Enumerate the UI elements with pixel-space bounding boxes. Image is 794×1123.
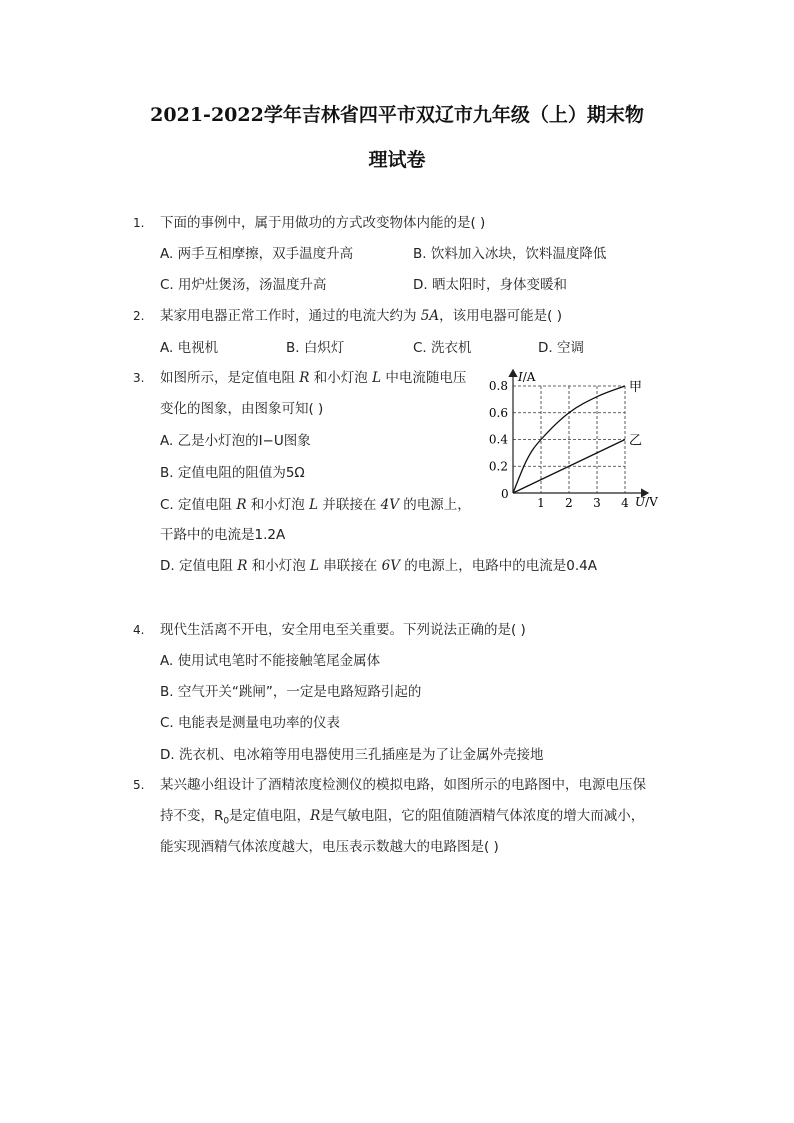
question-stem: 下面的事例中，属于用做功的方式改变物体内能的是( ) [160, 215, 486, 231]
option-text: 并联接在 [318, 497, 381, 513]
option-b: B. 白炽灯 [286, 340, 345, 356]
y-tick-label: 0.4 [488, 432, 508, 447]
symbol-l: L [310, 558, 320, 574]
option-d: D. 洗衣机、电冰箱等用电器使用三孔插座是为了让金属外壳接地 [160, 747, 544, 763]
option-text: D. 定值电阻 [160, 558, 238, 574]
question-stem: 某兴趣小组设计了酒精浓度检测仪的模拟电路，如图所示的电路图中，电源电压保 [160, 777, 646, 793]
option-text: C. 定值电阻 [160, 497, 237, 513]
x-tick-label: 4 [621, 496, 629, 510]
symbol-r: R [299, 370, 310, 386]
option-d: D. 空调 [538, 340, 584, 356]
grid [513, 386, 625, 493]
symbol-r: R [310, 808, 321, 824]
series-label: 甲 [629, 380, 643, 395]
question-number: 5. [133, 778, 145, 792]
question-number: 1. [133, 216, 145, 230]
question-number: 4. [133, 623, 145, 637]
question-number: 3. [133, 371, 145, 385]
stem-text: 中电流随电压 [381, 370, 467, 386]
option-text: 的电源上， [398, 497, 471, 513]
symbol-l: L [309, 497, 319, 513]
title-line2: 理试卷 [368, 149, 426, 171]
option-a: A. 乙是小灯泡的I−U图象 [160, 433, 311, 449]
question-stem [160, 307, 562, 325]
question-number: 2. [133, 309, 145, 323]
voltage-value: 4V [380, 497, 399, 513]
x-tick-label: 3 [593, 496, 601, 510]
question-stem: 现代生活离不开电，安全用电至关重要。下列说法正确的是( ) [160, 622, 526, 638]
y-tick-label: 0.8 [488, 379, 508, 393]
option-c [160, 496, 471, 514]
option-a: A. 两手互相摩擦，双手温度升高 [160, 246, 354, 262]
option-text: 的电源上，电路中的电流是0.4A [399, 558, 597, 574]
option-b: B. 定值电阻的阻值为5Ω [160, 465, 305, 481]
y-tick-label: 0.2 [488, 459, 508, 474]
option-c: C. 电能表是测量电功率的仪表 [160, 715, 341, 731]
y-axis-var: I [518, 370, 523, 384]
y-axis-unit: /A [522, 370, 536, 384]
question-stem-cont [160, 807, 644, 831]
x-tick-label: 2 [565, 496, 573, 510]
option-text: 串联接在 [319, 558, 382, 574]
series [513, 380, 642, 493]
stem-text: 和小灯泡 [309, 370, 373, 386]
question-stem [160, 369, 466, 387]
series-label: 乙 [629, 433, 643, 449]
subscript: 0 [223, 816, 230, 827]
voltage-value: 6V [381, 558, 400, 574]
option-c-cont: 干路中的电流是1.2A [160, 527, 286, 543]
option-text: 和小灯泡 [247, 558, 311, 574]
x-axis-var: U [635, 495, 646, 509]
origin-label: 0 [501, 487, 509, 501]
question-stem-cont: 变化的图象，由图象可知( ) [160, 401, 324, 417]
option-d [160, 557, 597, 575]
title-line1: 2021-2022学年吉林省四平市双辽市九年级（上）期末物 [150, 104, 644, 126]
symbol-l: L [372, 370, 382, 386]
option-d: D. 晒太阳时，身体变暖和 [413, 277, 567, 293]
x-axis-label [635, 495, 658, 509]
page-title-cont [0, 145, 794, 172]
ticks [489, 379, 629, 510]
option-a: A. 使用试电笔时不能接触笔尾金属体 [160, 653, 381, 669]
stem-text: 某家用电器正常工作时，通过的电流大约为 [160, 308, 421, 324]
x-axis-unit: /V [645, 495, 658, 509]
x-tick-label: 1 [537, 496, 545, 510]
option-b: B. 饮料加入冰块，饮料温度降低 [413, 246, 607, 262]
stem-text: 是气敏电阻，它的阻值随酒精气体浓度的增大而减小， [320, 808, 645, 824]
option-text: 和小灯泡 [246, 497, 310, 513]
y-axis-label [517, 370, 536, 384]
page-title [0, 100, 794, 127]
option-b: B. 空气开关“跳闸”，一定是电路短路引起的 [160, 684, 422, 700]
option-a: A. 电视机 [160, 340, 219, 356]
iu-chart [478, 362, 668, 514]
symbol-r: R [236, 497, 247, 513]
stem-text: 持不变，R [160, 808, 224, 824]
option-c: C. 用炉灶煲汤，汤温度升高 [160, 277, 327, 293]
stem-text: 如图所示，是定值电阻 [160, 370, 300, 386]
option-c: C. 洗衣机 [413, 340, 472, 356]
question-stem-cont: 能实现酒精气体浓度越大，电压表示数越大的电路图是( ) [160, 839, 499, 855]
symbol-r: R [237, 558, 248, 574]
stem-value: 5A [420, 308, 440, 324]
stem-text: ，该用电器可能是( ) [439, 308, 562, 324]
stem-text: 是定值电阻， [229, 808, 311, 824]
y-tick-label: 0.6 [488, 405, 508, 420]
